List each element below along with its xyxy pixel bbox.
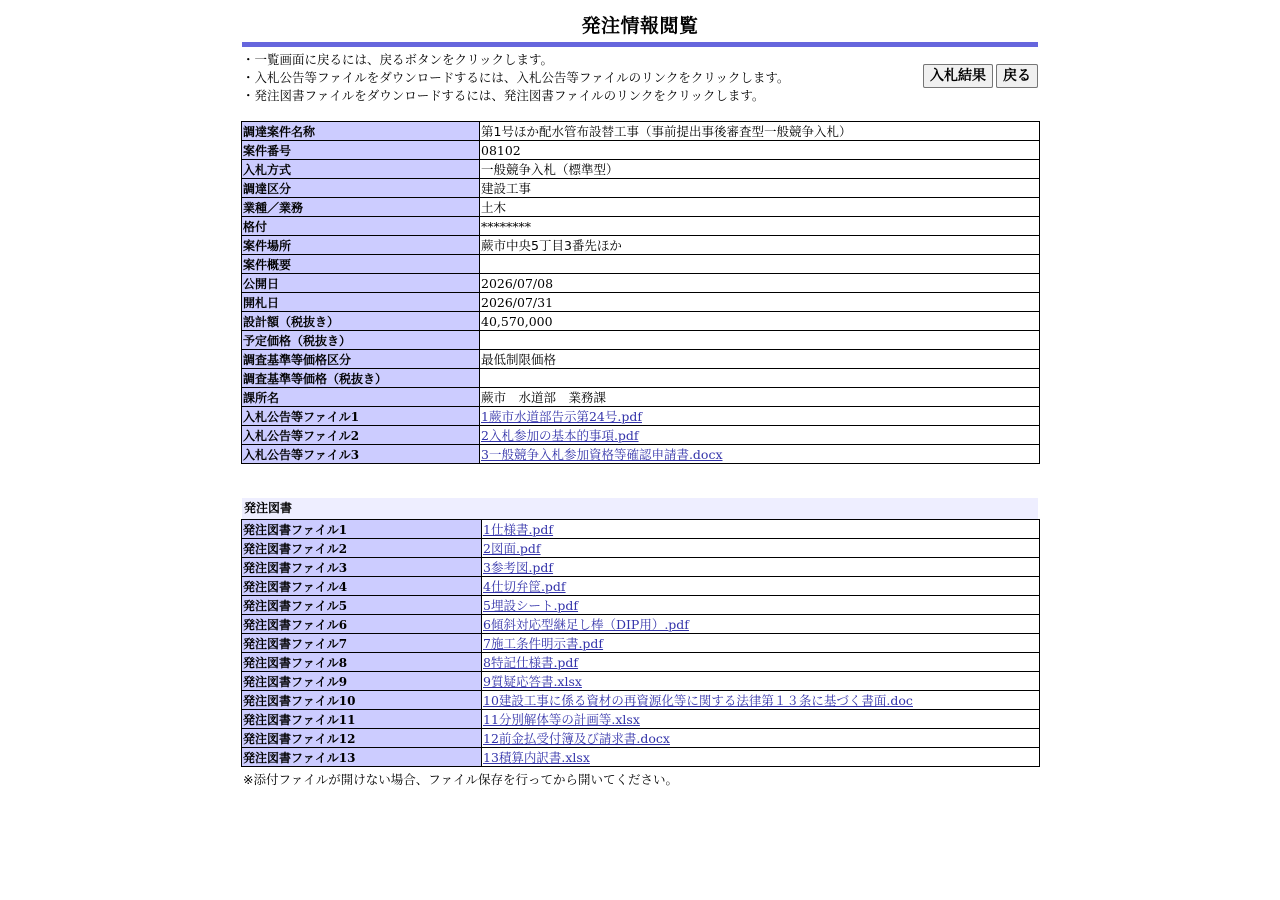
doc-file-cell: [482, 729, 1040, 748]
notice-file-row: [242, 426, 1040, 445]
info-row: [242, 369, 1040, 388]
info-value: 蕨市 水道部 業務課: [480, 388, 1040, 407]
footnote: ※添付ファイルが開けない場合、ファイル保存を行ってから開いてください。: [243, 772, 678, 787]
info-value: 08102: [480, 141, 1040, 160]
doc-file-link[interactable]: 6傾斜対応型継足し棒（DIP用）.pdf: [483, 617, 689, 632]
doc-file-cell: [482, 577, 1040, 596]
info-value: [480, 331, 1040, 350]
instruction-line-2: ・入札公告等ファイルをダウンロードするには、入札公告等ファイルのリンクをクリックします。: [242, 70, 790, 85]
notice-file-label: 入札公告等ファイル3: [242, 445, 480, 464]
info-value: 40,570,000: [480, 312, 1040, 331]
doc-file-label: 発注図書ファイル10: [242, 691, 482, 710]
title-divider: [242, 42, 1038, 47]
info-label: 調達案件名称: [242, 122, 480, 141]
info-label: 公開日: [242, 274, 480, 293]
info-row: [242, 160, 1040, 179]
docs-file-table: [241, 519, 1040, 767]
info-row: [242, 141, 1040, 160]
doc-file-cell: [482, 539, 1040, 558]
doc-file-cell: [482, 748, 1040, 767]
info-row: [242, 198, 1040, 217]
doc-file-cell: [482, 596, 1040, 615]
back-button[interactable]: 戻る: [996, 64, 1038, 88]
info-row: [242, 274, 1040, 293]
info-value: [480, 255, 1040, 274]
doc-file-link[interactable]: 4仕切弁筐.pdf: [483, 579, 566, 594]
doc-file-cell: [482, 520, 1040, 539]
info-value: 建設工事: [480, 179, 1040, 198]
doc-file-label: 発注図書ファイル8: [242, 653, 482, 672]
notice-file-cell: [480, 407, 1040, 426]
page-container: [242, 0, 1038, 788]
info-row: [242, 312, 1040, 331]
doc-file-label: 発注図書ファイル3: [242, 558, 482, 577]
info-value: 2026/07/31: [480, 293, 1040, 312]
bid-result-button[interactable]: 入札結果: [923, 64, 993, 88]
doc-file-cell: [482, 672, 1040, 691]
notice-file-label: 入札公告等ファイル2: [242, 426, 480, 445]
info-row: [242, 293, 1040, 312]
notice-file-row: [242, 445, 1040, 464]
doc-file-row: [242, 596, 1040, 615]
info-row: [242, 122, 1040, 141]
doc-file-cell: [482, 634, 1040, 653]
doc-file-label: 発注図書ファイル5: [242, 596, 482, 615]
notice-file-row: [242, 407, 1040, 426]
doc-file-cell: [482, 653, 1040, 672]
notice-file-link[interactable]: 1蕨市水道部告示第24号.pdf: [481, 409, 642, 424]
info-row: [242, 388, 1040, 407]
doc-file-row: [242, 558, 1040, 577]
doc-file-row: [242, 653, 1040, 672]
doc-file-row: [242, 539, 1040, 558]
info-row: [242, 331, 1040, 350]
info-value: 一般競争入札（標準型）: [480, 160, 1040, 179]
doc-file-row: [242, 672, 1040, 691]
doc-file-label: 発注図書ファイル6: [242, 615, 482, 634]
order-info-table: [241, 121, 1040, 464]
info-value: ********: [480, 217, 1040, 236]
info-value: 第1号ほか配水管布設替工事（事前提出事後審査型一般競争入札）: [480, 122, 1040, 141]
doc-file-label: 発注図書ファイル9: [242, 672, 482, 691]
doc-file-row: [242, 634, 1040, 653]
doc-file-row: [242, 520, 1040, 539]
doc-file-label: 発注図書ファイル1: [242, 520, 482, 539]
info-row: [242, 179, 1040, 198]
info-label: 調達区分: [242, 179, 480, 198]
action-buttons: [923, 64, 1038, 88]
doc-file-label: 発注図書ファイル4: [242, 577, 482, 596]
doc-file-cell: [482, 691, 1040, 710]
info-value: [480, 369, 1040, 388]
notice-file-cell: [480, 426, 1040, 445]
doc-file-label: 発注図書ファイル12: [242, 729, 482, 748]
doc-file-link[interactable]: 7施工条件明示書.pdf: [483, 636, 604, 651]
info-value: 蕨市中央5丁目3番先ほか: [480, 236, 1040, 255]
info-row: [242, 255, 1040, 274]
doc-file-row: [242, 729, 1040, 748]
info-label: 案件番号: [242, 141, 480, 160]
doc-file-link[interactable]: 2図面.pdf: [483, 541, 541, 556]
doc-file-row: [242, 577, 1040, 596]
doc-file-link[interactable]: 11分別解体等の計画等.xlsx: [483, 712, 640, 727]
doc-file-row: [242, 710, 1040, 729]
info-value: 土木: [480, 198, 1040, 217]
info-label: 格付: [242, 217, 480, 236]
info-label: 業種／業務: [242, 198, 480, 217]
doc-file-row: [242, 748, 1040, 767]
doc-file-link[interactable]: 12前金払受付簿及び請求書.docx: [483, 731, 670, 746]
doc-file-label: 発注図書ファイル13: [242, 748, 482, 767]
info-label: 案件概要: [242, 255, 480, 274]
info-value: 2026/07/08: [480, 274, 1040, 293]
info-row: [242, 236, 1040, 255]
doc-file-label: 発注図書ファイル11: [242, 710, 482, 729]
doc-file-cell: [482, 710, 1040, 729]
info-label: 調査基準等価格区分: [242, 350, 480, 369]
doc-file-cell: [482, 615, 1040, 634]
doc-file-row: [242, 615, 1040, 634]
notice-file-label: 入札公告等ファイル1: [242, 407, 480, 426]
info-row: [242, 217, 1040, 236]
info-label: 案件場所: [242, 236, 480, 255]
doc-file-link[interactable]: 3参考図.pdf: [483, 560, 554, 575]
info-row: [242, 350, 1040, 369]
instruction-line-1: ・一覧画面に戻るには、戻るボタンをクリックします。: [242, 52, 554, 67]
doc-file-link[interactable]: 8特記仕様書.pdf: [483, 655, 579, 670]
notice-file-cell: [480, 445, 1040, 464]
doc-file-link[interactable]: 1仕様書.pdf: [483, 522, 554, 537]
doc-file-link[interactable]: 10建設工事に係る資材の再資源化等に関する法律第１３条に基づく書面.doc: [483, 693, 913, 708]
docs-section-heading: 発注図書: [242, 498, 1038, 519]
info-label: 課所名: [242, 388, 480, 407]
info-label: 調査基準等価格（税抜き）: [242, 369, 480, 388]
doc-file-row: [242, 691, 1040, 710]
notice-file-link[interactable]: 2入札参加の基本的事項.pdf: [481, 428, 639, 443]
instruction-line-3: ・発注図書ファイルをダウンロードするには、発注図書ファイルのリンクをクリックします。: [242, 88, 765, 103]
info-value: 最低制限価格: [480, 350, 1040, 369]
doc-file-cell: [482, 558, 1040, 577]
doc-file-label: 発注図書ファイル7: [242, 634, 482, 653]
page-title: 発注情報閲覧: [581, 15, 699, 37]
notice-file-link[interactable]: 3一般競争入札参加資格等確認申請書.docx: [481, 447, 723, 462]
doc-file-link[interactable]: 9質疑応答書.xlsx: [483, 674, 582, 689]
doc-file-label: 発注図書ファイル2: [242, 539, 482, 558]
info-label: 入札方式: [242, 160, 480, 179]
doc-file-link[interactable]: 13積算内訳書.xlsx: [483, 750, 590, 765]
info-label: 予定価格（税抜き）: [242, 331, 480, 350]
doc-file-link[interactable]: 5埋設シート.pdf: [483, 598, 579, 613]
info-label: 設計額（税抜き）: [242, 312, 480, 331]
info-label: 開札日: [242, 293, 480, 312]
instructions: [242, 51, 1038, 117]
